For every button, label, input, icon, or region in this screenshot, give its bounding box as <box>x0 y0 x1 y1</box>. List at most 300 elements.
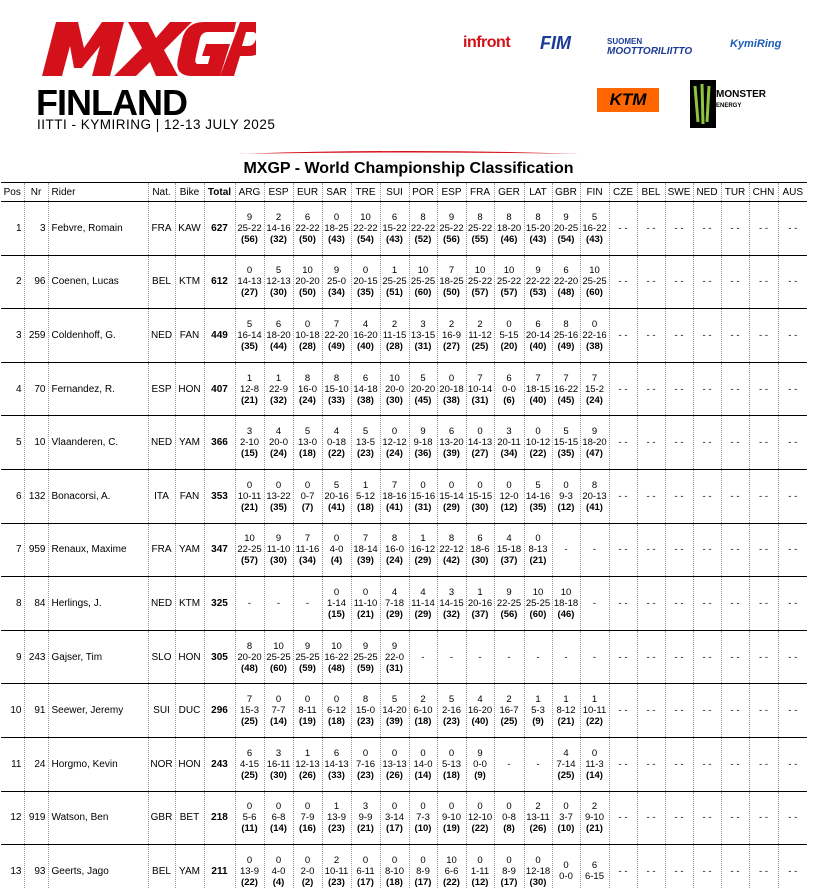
round-result <box>293 362 322 416</box>
column-header: GBR <box>552 183 580 202</box>
column-header: ESP <box>437 183 466 202</box>
qualifying-points: 0 <box>420 801 426 813</box>
race-points: 22-9 <box>268 383 288 395</box>
round-result <box>322 737 351 791</box>
qualifying-points: 1 <box>477 586 483 598</box>
total-points: 296 <box>204 684 235 738</box>
round-result <box>580 309 609 363</box>
round-result <box>235 737 264 791</box>
race-points: 16-9 <box>441 329 461 341</box>
moottoriliitto-small: SUOMEN <box>607 37 643 46</box>
bike-cell: HON <box>175 737 204 791</box>
round-total: (57) <box>471 287 489 299</box>
qualifying-points: 10 <box>560 586 572 598</box>
round-result: - - <box>721 791 749 845</box>
event-subtitle: IITTI - KYMIRING | 12-13 JULY 2025 <box>37 117 276 132</box>
round-total: (7) <box>301 501 314 513</box>
round-total: (25) <box>241 716 258 728</box>
round-result <box>524 469 552 523</box>
qualifying-points: 7 <box>591 372 598 384</box>
race-points: 20-20 <box>410 383 436 395</box>
round-result <box>264 791 293 845</box>
qualifying-points: 8 <box>304 372 311 384</box>
round-result <box>293 469 322 523</box>
round-total: (12) <box>500 501 518 513</box>
round-total: (39) <box>357 555 374 567</box>
round-total: (43) <box>529 233 547 245</box>
qualifying-points: 8 <box>535 211 541 223</box>
race-points: 0-7 <box>300 490 315 502</box>
column-header: NED <box>693 183 721 202</box>
round-total: (21) <box>357 608 374 620</box>
infront-logo: infront <box>463 34 511 51</box>
qualifying-points: 7 <box>246 694 253 706</box>
round-result: - - <box>637 737 665 791</box>
round-total: (31) <box>414 501 432 513</box>
qualifying-points: 5 <box>420 372 426 384</box>
round-result: - - <box>665 309 693 363</box>
race-points: 4-0 <box>271 865 286 877</box>
round-total: (41) <box>586 501 603 513</box>
round-result <box>235 255 264 309</box>
round-total: (37) <box>500 555 518 567</box>
qualifying-points: 2 <box>275 211 282 223</box>
round-total: (57) <box>500 287 518 299</box>
round-result <box>380 202 409 256</box>
qualifying-points: 0 <box>563 860 569 872</box>
round-result <box>437 416 466 470</box>
qualifying-points: 10 <box>360 211 371 223</box>
round-result: - - <box>637 309 665 363</box>
round-result <box>552 737 580 791</box>
round-result <box>494 684 524 738</box>
round-total: (30) <box>270 287 287 299</box>
round-result: - - <box>721 684 749 738</box>
race-points: 15-0 <box>355 705 375 717</box>
race-points: 12-8 <box>239 383 259 395</box>
round-result: - - <box>609 469 637 523</box>
round-total: (50) <box>299 233 316 245</box>
round-total: (54) <box>557 233 575 245</box>
round-result <box>380 791 409 845</box>
round-total: (38) <box>586 340 603 352</box>
qualifying-points: 2 <box>333 854 340 866</box>
qualifying-points: 6 <box>477 533 483 545</box>
race-points: 25-16 <box>553 329 579 341</box>
qualifying-points: 2 <box>391 318 398 330</box>
race-points: 13-5 <box>355 437 375 449</box>
round-result <box>409 845 437 889</box>
qualifying-points: 5 <box>563 426 569 438</box>
table-row <box>1 309 807 363</box>
round-total: (45) <box>414 394 432 406</box>
rider-name: Geerts, Jago <box>48 845 148 889</box>
qualifying-points: 0 <box>448 479 455 491</box>
number-cell: 96 <box>24 255 48 309</box>
round-result <box>524 791 552 845</box>
race-points: 12-0 <box>499 490 519 502</box>
qualifying-points: 1 <box>362 479 369 491</box>
round-result <box>380 577 409 631</box>
round-result <box>380 523 409 577</box>
header-divider <box>235 149 580 155</box>
race-points: 18-6 <box>470 544 490 556</box>
round-total: (29) <box>386 608 403 620</box>
round-result <box>235 630 264 684</box>
round-total: (24) <box>270 448 287 460</box>
round-total: (41) <box>386 501 403 513</box>
race-points: 10-11 <box>324 865 349 877</box>
round-total: (33) <box>328 394 345 406</box>
qualifying-points: 1 <box>333 801 340 813</box>
round-result <box>293 737 322 791</box>
round-result <box>580 737 609 791</box>
column-header: GER <box>494 183 524 202</box>
round-total: (25) <box>557 769 575 781</box>
round-total: (23) <box>328 876 345 888</box>
qualifying-points: 0 <box>275 854 282 866</box>
round-result <box>494 309 524 363</box>
round-result <box>264 469 293 523</box>
total-points: 218 <box>204 791 235 845</box>
qualifying-points: 10 <box>446 854 457 866</box>
column-header: BEL <box>637 183 665 202</box>
round-result <box>494 362 524 416</box>
qualifying-points: 0 <box>477 426 483 438</box>
race-points: 14-13 <box>324 758 349 770</box>
round-result: - - <box>693 362 721 416</box>
race-points: 25-25 <box>295 651 320 663</box>
round-result: - - <box>778 630 807 684</box>
round-result: - <box>524 630 552 684</box>
round-result: - - <box>693 255 721 309</box>
round-result: - - <box>609 684 637 738</box>
round-result: - - <box>609 416 637 470</box>
race-points: 20-18 <box>439 383 464 395</box>
round-result <box>552 791 580 845</box>
round-result <box>380 309 409 363</box>
round-total: (48) <box>328 662 345 674</box>
table-row <box>1 255 807 309</box>
round-result: - - <box>721 255 749 309</box>
round-result: - - <box>721 202 749 256</box>
rider-name: Herlings, J. <box>48 577 148 631</box>
race-points: 22-22 <box>295 222 320 234</box>
round-result: - <box>437 630 466 684</box>
round-total: (18) <box>299 448 316 460</box>
race-points: 5-12 <box>355 490 375 502</box>
race-points: 20-14 <box>525 329 551 341</box>
round-result: - <box>466 630 494 684</box>
round-total: (18) <box>386 876 403 888</box>
race-points: 9-18 <box>413 437 433 449</box>
monster-sub: ENERGY <box>716 103 742 109</box>
qualifying-points: 0 <box>477 801 483 813</box>
round-total: (9) <box>532 716 544 728</box>
race-points: 8-12 <box>556 705 576 717</box>
qualifying-points: 0 <box>246 854 253 866</box>
qualifying-points: 10 <box>417 265 429 277</box>
round-result <box>494 577 524 631</box>
column-header: POR <box>409 183 437 202</box>
table-row <box>1 577 807 631</box>
rider-name: Febvre, Romain <box>48 202 148 256</box>
round-result: - - <box>778 309 807 363</box>
total-points: 366 <box>204 416 235 470</box>
qualifying-points: 0 <box>275 694 282 706</box>
round-result <box>466 469 494 523</box>
qualifying-points: 10 <box>273 640 284 652</box>
qualifying-points: 4 <box>563 747 569 759</box>
race-points: 18-18 <box>553 597 579 609</box>
qualifying-points: 0 <box>591 747 598 759</box>
round-result <box>380 630 409 684</box>
round-total: (33) <box>328 769 345 781</box>
round-result: - - <box>693 309 721 363</box>
race-points: 0-0 <box>502 383 516 395</box>
round-total: (56) <box>500 608 518 620</box>
race-points: 25-22 <box>496 276 522 288</box>
pos-cell: 6 <box>1 469 24 523</box>
qualifying-points: 0 <box>304 479 311 491</box>
round-result <box>235 416 264 470</box>
monster-claw-icon <box>690 80 716 128</box>
round-total: (55) <box>471 233 489 245</box>
round-result <box>351 523 380 577</box>
qualifying-points: 9 <box>420 426 426 438</box>
round-result <box>552 684 580 738</box>
round-total: (9) <box>474 769 486 781</box>
round-total: (14) <box>270 716 287 728</box>
round-total: (6) <box>503 394 515 406</box>
race-points: 25-22 <box>467 222 493 234</box>
round-total: (35) <box>241 340 258 352</box>
round-result <box>235 469 264 523</box>
race-points: 18-25 <box>324 222 349 234</box>
race-points: 10-12 <box>525 437 551 449</box>
total-points: 612 <box>204 255 235 309</box>
round-total: (12) <box>471 876 489 888</box>
race-points: 2-10 <box>239 437 259 449</box>
race-points: 18-14 <box>353 544 378 556</box>
header <box>0 0 817 160</box>
race-points: 6-11 <box>356 865 375 877</box>
round-total: (60) <box>529 608 547 620</box>
qualifying-points: 4 <box>275 426 282 438</box>
race-points: 14-18 <box>353 383 378 395</box>
qualifying-points: 0 <box>448 801 455 813</box>
round-total: (10) <box>557 823 575 835</box>
table-row <box>1 202 807 256</box>
qualifying-points: 5 <box>362 426 369 438</box>
classification-table <box>1 182 807 889</box>
round-result <box>524 577 552 631</box>
round-result <box>264 523 293 577</box>
round-result: - - <box>778 202 807 256</box>
round-result: - <box>580 523 609 577</box>
qualifying-points: 0 <box>333 533 340 545</box>
round-result: - - <box>721 630 749 684</box>
race-points: 25-0 <box>326 276 346 288</box>
round-result: - - <box>749 845 778 889</box>
round-result <box>351 791 380 845</box>
round-result <box>293 684 322 738</box>
bike-cell: YAM <box>175 416 204 470</box>
qualifying-points: 9 <box>362 640 369 652</box>
monster-name: MONSTER <box>716 89 766 100</box>
round-result <box>437 791 466 845</box>
race-points: 10-18 <box>295 329 320 341</box>
race-points: 20-20 <box>237 651 262 663</box>
race-points: 0-0 <box>473 758 487 770</box>
round-result <box>380 416 409 470</box>
round-result: - <box>494 737 524 791</box>
round-result <box>494 845 524 889</box>
bike-cell: HON <box>175 630 204 684</box>
round-result <box>409 309 437 363</box>
race-points: 7-18 <box>384 597 404 609</box>
qualifying-points: 0 <box>362 747 369 759</box>
table-row <box>1 630 807 684</box>
column-header: FRA <box>466 183 494 202</box>
round-result: - - <box>665 737 693 791</box>
race-points: 20-16 <box>467 597 493 609</box>
race-points: 15-15 <box>553 437 579 449</box>
qualifying-points: 9 <box>275 533 282 545</box>
round-result <box>322 684 351 738</box>
round-result: - - <box>693 791 721 845</box>
rider-name: Coenen, Lucas <box>48 255 148 309</box>
qualifying-points: 2 <box>506 694 512 706</box>
qualifying-points: 7 <box>333 318 340 330</box>
round-total: (34) <box>299 555 316 567</box>
round-result: - - <box>637 202 665 256</box>
round-total: (43) <box>328 233 345 245</box>
round-total: (46) <box>557 608 575 620</box>
qualifying-points: 2 <box>448 318 455 330</box>
race-points: 9-10 <box>584 812 604 824</box>
round-result: - - <box>749 255 778 309</box>
race-points: 3-14 <box>384 812 404 824</box>
round-result: - - <box>637 362 665 416</box>
round-result <box>437 255 466 309</box>
qualifying-points: 3 <box>362 801 369 813</box>
round-total: (21) <box>241 501 258 513</box>
round-total: (22) <box>328 448 345 460</box>
rider-name: Bonacorsi, A. <box>48 469 148 523</box>
column-header: ESP <box>264 183 293 202</box>
qualifying-points: 8 <box>448 533 455 545</box>
qualifying-points: 0 <box>333 694 340 706</box>
round-result: - - <box>637 469 665 523</box>
round-result: - - <box>693 845 721 889</box>
round-result: - <box>293 577 322 631</box>
round-result <box>380 737 409 791</box>
qualifying-points: 0 <box>333 211 340 223</box>
round-total: (29) <box>414 555 432 567</box>
qualifying-points: 0 <box>506 318 512 330</box>
qualifying-points: 1 <box>275 372 282 384</box>
round-result <box>264 845 293 889</box>
bike-cell: FAN <box>175 309 204 363</box>
round-total: (27) <box>241 287 258 299</box>
round-result: - - <box>665 416 693 470</box>
round-total: (23) <box>357 716 374 728</box>
qualifying-points: 3 <box>246 426 253 438</box>
rider-name: Coldenhoff, G. <box>48 309 148 363</box>
round-total: (24) <box>586 394 603 406</box>
round-total: (39) <box>386 716 403 728</box>
round-result <box>494 523 524 577</box>
qualifying-points: 3 <box>448 586 455 598</box>
race-points: 22-22 <box>525 276 551 288</box>
qualifying-points: 0 <box>304 318 311 330</box>
race-points: 10-14 <box>467 383 493 395</box>
round-result: - - <box>721 845 749 889</box>
round-result <box>437 523 466 577</box>
race-points: 14-0 <box>413 758 433 770</box>
round-result: - - <box>693 416 721 470</box>
round-total: (16) <box>299 823 316 835</box>
race-points: 18-20 <box>496 222 522 234</box>
round-total: (48) <box>557 287 575 299</box>
race-points: 7-9 <box>300 812 315 824</box>
round-result: - - <box>749 362 778 416</box>
round-result <box>552 309 580 363</box>
race-points: 11-10 <box>353 597 378 609</box>
qualifying-points: 6 <box>506 372 512 384</box>
moottoriliitto-name: MOOTTORILIITTO <box>607 46 693 57</box>
round-total: (21) <box>241 394 258 406</box>
round-total: (22) <box>529 448 547 460</box>
round-result <box>235 309 264 363</box>
nation-cell: BEL <box>148 845 175 889</box>
round-result <box>322 791 351 845</box>
round-total: (17) <box>500 876 518 888</box>
round-result <box>322 362 351 416</box>
qualifying-points: 9 <box>563 211 569 223</box>
round-result: - - <box>665 684 693 738</box>
race-points: 16-22 <box>582 222 607 234</box>
qualifying-points: 9 <box>391 640 398 652</box>
round-result <box>580 469 609 523</box>
race-points: 13-22 <box>266 490 291 502</box>
race-points: 13-11 <box>526 812 550 824</box>
qualifying-points: 0 <box>448 747 455 759</box>
rider-name: Horgmo, Kevin <box>48 737 148 791</box>
qualifying-points: 1 <box>420 533 426 545</box>
round-result <box>524 362 552 416</box>
qualifying-points: 8 <box>362 694 369 706</box>
nation-cell: GBR <box>148 791 175 845</box>
moottoriliitto-logo <box>607 37 692 57</box>
rider-name: Fernandez, R. <box>48 362 148 416</box>
round-total: (17) <box>414 876 432 888</box>
round-result: - - <box>721 523 749 577</box>
qualifying-points: 6 <box>304 211 311 223</box>
round-total: (30) <box>471 501 489 513</box>
race-points: 12-12 <box>382 437 407 449</box>
nation-cell: NOR <box>148 737 175 791</box>
round-result <box>293 845 322 889</box>
qualifying-points: 7 <box>535 372 541 384</box>
race-points: 9-10 <box>441 812 461 824</box>
race-points: 15-10 <box>324 383 349 395</box>
qualifying-points: 0 <box>275 801 282 813</box>
round-total: (46) <box>500 233 518 245</box>
pos-cell: 2 <box>1 255 24 309</box>
number-cell: 132 <box>24 469 48 523</box>
